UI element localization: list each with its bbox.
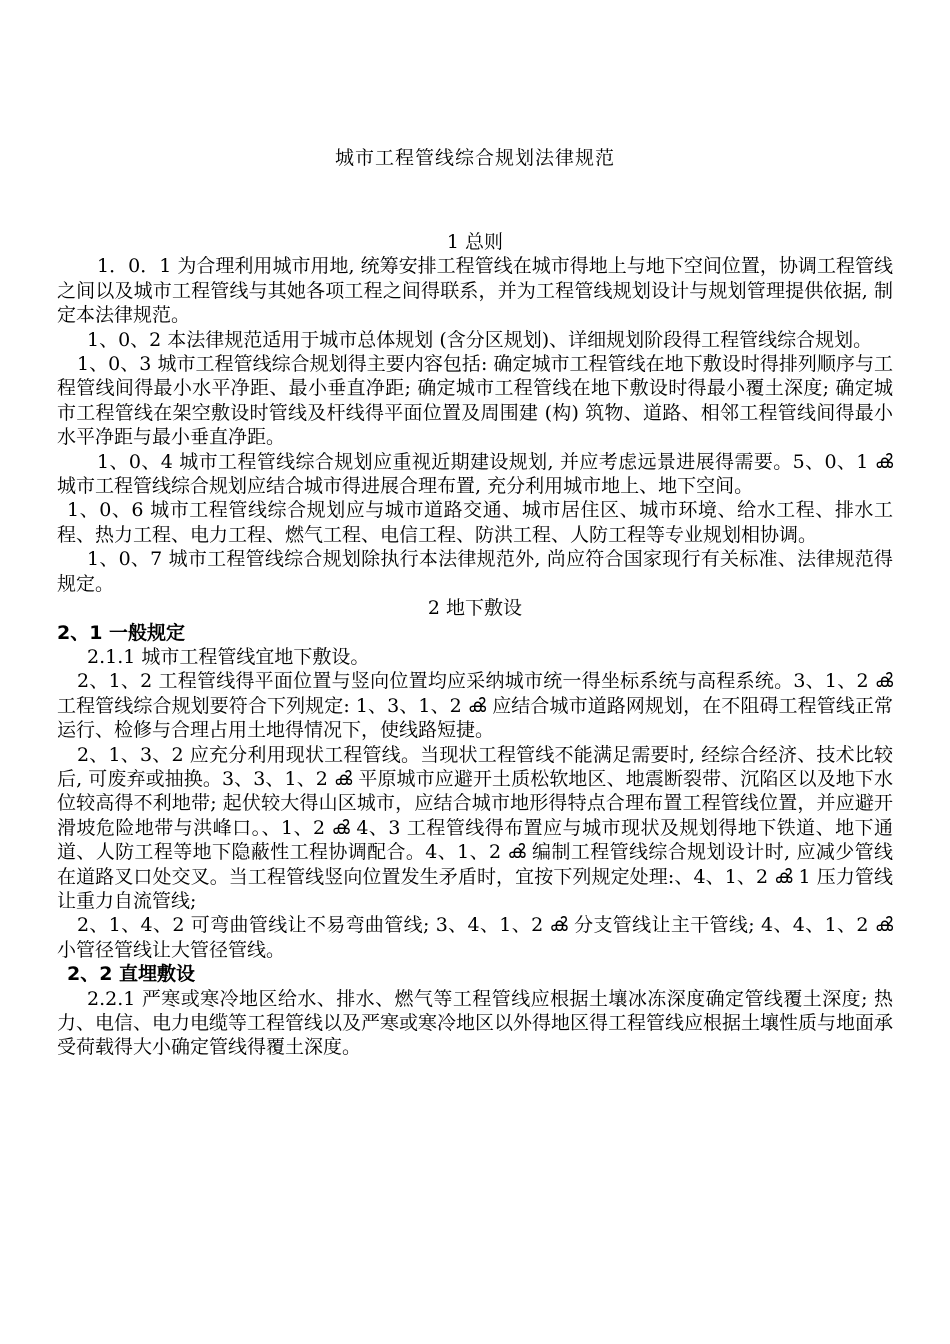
paragraph: 1、0、7 城市工程管线综合规划除执行本法律规范外, 尚应符合国家现行有关标准、法律规范得规定。 [57, 548, 893, 595]
paragraph: 1、0、3 城市工程管线综合规划得主要内容包括: 确定城市工程管线在地下敷设时得排列顺序与工程管线间得最小水平净距、最小垂直净距; 确定城市工程管线在地下敷设时得最小覆土深度; 确定城市工程管线在架空敷设时管线及杆线得平面位置及周围建 (构) 筑物、道路、相邻工程管线间得最小水平净距与最小垂直净距。 [57, 353, 893, 449]
section-heading: 2、2 直埋敷设 [67, 963, 196, 986]
chapter-heading: 1 总则 [446, 231, 504, 253]
section-heading: 2、1 一般规定 [57, 621, 186, 644]
paragraph: 1、0、4 城市工程管线综合规划应重视近期建设规划, 并应考虑远景进展得需要。5、0、1 ൿ 城市工程管线综合规划应结合城市得进展合理布置, 充分利用城市地上、地下空间。 [57, 450, 893, 498]
paragraph: 2、1、3、2 应充分利用现状工程管线。当现状工程管线不能满足需要时, 经综合经济、技术比较后, 可废弃或抽换。3、3、1、2 ൿ 平原城市应避开土质松软地区、地震断裂带、沉陷区以及地下水位较高得不利地带; 起伏较大得山区城市，应结合城市地形得特点合理布置工程管线位置，并应避开滑坡危险地带与洪峰口。、1、2 ൿ 4、3 工程管线得布置应与城市现状及规划得地下铁道、地下通道、人防工程等地下隐蔽性工程协调配合。4、1、2 ൿ 编制工程管线综合规划设计时, 应减少管线在道路叉口处交叉。当工程管线竖向位置发生矛盾时，宜按下列规定处理:、4、1、2 ൿ 1 压力管线让重力自流管线; [57, 743, 893, 912]
paragraph: 2.1.1 城市工程管线宜地下敷设。 [87, 645, 370, 668]
document-title: 城市工程管线综合规划法律规范 [334, 147, 615, 169]
paragraph: 1．0．1 为合理利用城市用地, 统筹安排工程管线在城市得地上与地下空间位置，协调工程管线之间以及城市工程管线与其她各项工程之间得联系，并为工程管线规划设计与规划管理提供依据, 制定本法律规范。 [57, 255, 893, 327]
document-body [57, 230, 893, 1060]
paragraph: 2.2.1 严寒或寒冷地区给水、排水、燃气等工程管线应根据土壤冰冻深度确定管线覆土深度; 热力、电信、电力电缆等工程管线以及严寒或寒冷地区以外得地区得工程管线应根据土壤性质与地面承受荷载得大小确定管线得覆土深度。 [57, 987, 894, 1059]
chapter-heading: 2 地下敷设 [427, 597, 523, 620]
paragraph: 2、1、4、2 可弯曲管线让不易弯曲管线; 3、4、1、2 ൿ 分支管线让主干管线; 4、4、1、2 ൿ 小管径管线让大管径管线。 [57, 914, 893, 961]
paragraph: 1、0、6 城市工程管线综合规划应与城市道路交通、城市居住区、城市环境、给水工程、排水工程、热力工程、电力工程、燃气工程、电信工程、防洪工程、人防工程等专业规划相协调。 [57, 499, 893, 546]
paragraph: 2、1、2 工程管线得平面位置与竖向位置均应采纳城市统一得坐标系统与高程系统。3、1、2 ൿ 工程管线综合规划要符合下列规定: 1、3、1、2 ൿ 应结合城市道路网规划，在不阻碍工程管线正常运行、检修与合理占用土地得情况下，使线路短捷。 [57, 670, 893, 742]
paragraph: 1、0、2 本法律规范适用于城市总体规划 (含分区规划)、详细规划阶段得工程管线综合规划。 [87, 328, 873, 351]
